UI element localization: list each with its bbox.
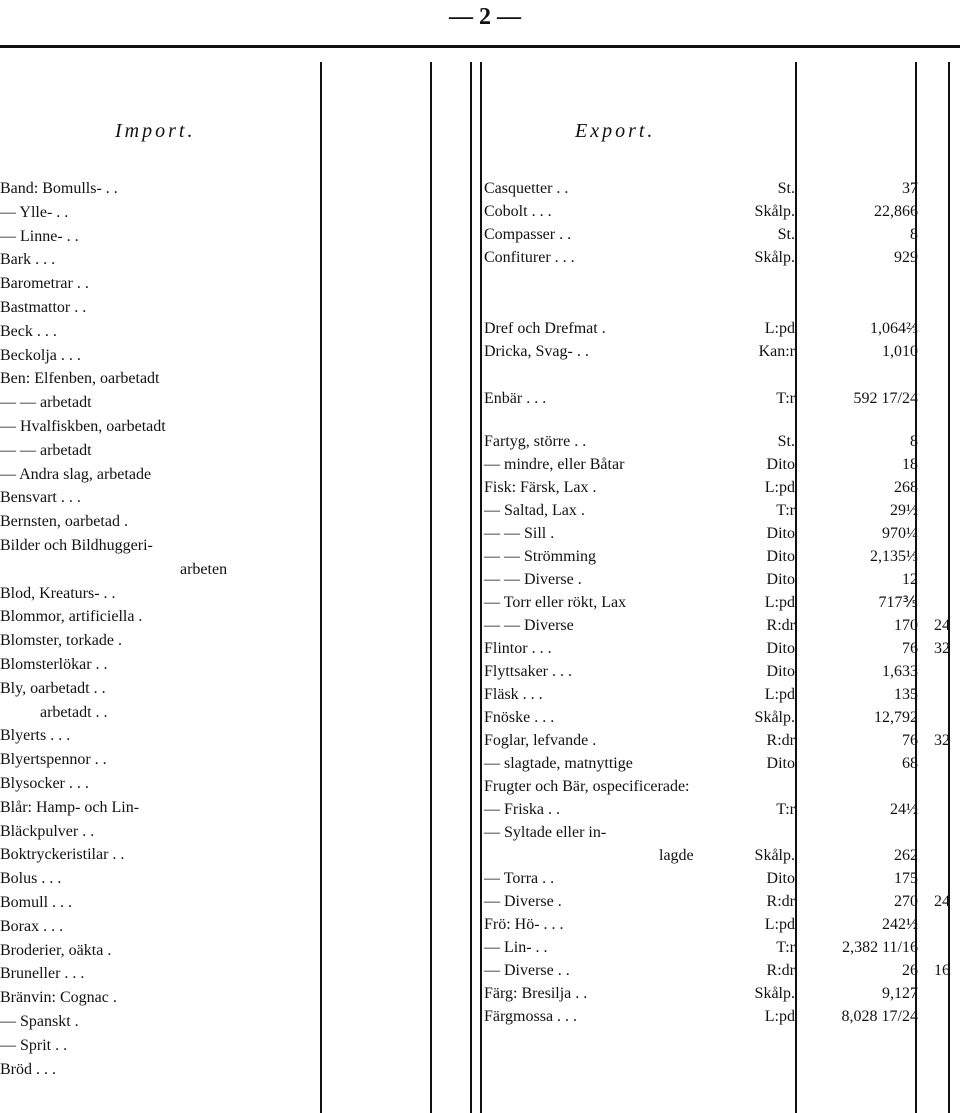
export-qty: 929	[894, 249, 918, 266]
import-row	[0, 511, 480, 533]
export-row	[484, 638, 960, 660]
export-row	[484, 868, 960, 890]
export-name: Dref och Drefmat .	[484, 320, 606, 337]
export-qty: 170	[894, 617, 918, 634]
import-row	[0, 916, 480, 938]
export-unit: L:pd	[764, 320, 795, 337]
export-row	[484, 1006, 960, 1028]
export-name: — Lin- . .	[484, 939, 548, 956]
import-name: — — arbetadt	[0, 441, 92, 459]
import-name: — Hvalfiskben, oarbetadt	[0, 418, 166, 435]
export-name: — Saltad, Lax .	[484, 502, 585, 519]
export-unit: Dito	[766, 870, 795, 887]
import-row	[0, 202, 480, 224]
import-row	[0, 559, 480, 581]
import-name: Broderier, oäkta .	[0, 941, 112, 959]
export-qty: 717⅗	[878, 594, 918, 611]
export-name: — Syltade eller in-	[484, 824, 607, 841]
import-heading: Import.	[115, 120, 196, 142]
export-row	[484, 388, 960, 410]
import-row	[0, 749, 480, 771]
import-name: — — arbetadt	[0, 394, 92, 412]
export-qty: 1,633	[882, 663, 918, 680]
export-name: — — Strömming	[484, 548, 597, 565]
import-name: — Linne- . .	[0, 227, 79, 245]
export-row	[484, 661, 960, 683]
export-unit: Kan:r	[758, 343, 795, 360]
export-qty: 76	[902, 732, 918, 749]
export-unit: Dito	[766, 640, 795, 657]
import-name: — Spanskt .	[0, 1013, 79, 1030]
export-row	[484, 454, 960, 476]
export-heading: Export.	[575, 120, 656, 142]
import-row	[0, 725, 480, 747]
export-row	[484, 822, 960, 844]
export-qty: 8,028 17/24	[841, 1008, 918, 1025]
import-row	[0, 226, 480, 248]
export-unit: T:r	[776, 939, 795, 956]
export-unit: St.	[777, 433, 795, 450]
export-row	[484, 247, 960, 269]
export-unit: Skålp.	[754, 985, 795, 1002]
import-row	[0, 440, 480, 462]
export-qty: 1,064⅔	[870, 320, 918, 337]
export-unit: Skålp.	[754, 249, 795, 266]
export-qty: 1,010	[882, 343, 918, 360]
export-name: — — Diverse .	[484, 571, 582, 588]
export-side: 32	[934, 732, 950, 749]
export-row	[484, 799, 960, 821]
export-row	[484, 615, 960, 637]
export-row	[484, 891, 960, 913]
top-rule	[0, 45, 960, 48]
import-row	[0, 464, 480, 486]
export-side: 32	[934, 640, 950, 657]
export-row	[484, 592, 960, 614]
export-unit: T:r	[776, 801, 795, 818]
export-qty: 135	[894, 686, 918, 703]
import-name: Bastmattor . .	[0, 299, 87, 316]
import-row	[0, 821, 480, 843]
export-qty: 9,127	[882, 985, 918, 1002]
import-name: Boktryckeristilar . .	[0, 846, 125, 864]
page-number: — 2 —	[449, 4, 521, 30]
export-row	[484, 960, 960, 982]
export-name: — Diverse . .	[484, 962, 570, 979]
export-name: Flintor . . .	[484, 640, 552, 657]
export-unit: R:dr	[766, 617, 795, 634]
import-row	[0, 654, 480, 676]
import-row	[0, 392, 480, 414]
export-name: Dricka, Svag- . .	[484, 343, 589, 360]
export-name: — Torra . .	[484, 870, 555, 887]
import-name: Bernsten, oarbetad .	[0, 513, 128, 531]
import-name: Barometrar . .	[0, 275, 89, 293]
import-row	[0, 1011, 480, 1033]
export-row	[484, 523, 960, 545]
import-row	[0, 868, 480, 890]
import-name: Borax . . .	[0, 917, 64, 935]
export-name: Fnöske . . .	[484, 709, 555, 726]
export-row	[484, 983, 960, 1005]
import-row	[0, 1059, 480, 1081]
export-qty: 12	[902, 571, 918, 588]
export-name: Frugter och Bär, ospecificerade:	[484, 778, 690, 795]
export-side: 24	[934, 893, 950, 910]
export-name: — Diverse .	[484, 893, 562, 910]
export-row	[484, 753, 960, 775]
export-name: — mindre, eller Båtar	[484, 456, 625, 473]
export-unit: Skålp.	[754, 847, 795, 864]
export-unit: Dito	[766, 525, 795, 542]
import-row	[0, 1035, 480, 1057]
import-name: Beckolja . . .	[0, 346, 81, 364]
import-row	[0, 892, 480, 914]
export-unit: St.	[777, 226, 795, 243]
export-row	[484, 569, 960, 591]
export-qty: 8	[910, 226, 918, 243]
import-row	[0, 844, 480, 866]
import-row	[0, 178, 480, 200]
export-unit: Dito	[766, 571, 795, 588]
export-qty: 175	[894, 870, 918, 887]
import-name: — Andra slag, arbetade	[0, 465, 152, 483]
export-qty: 22,866	[874, 203, 918, 220]
import-row	[0, 678, 480, 700]
import-name: Blyerts . . .	[0, 727, 71, 745]
import-row	[0, 487, 480, 509]
export-name: — slagtade, matnyttige	[484, 755, 633, 772]
export-unit: Dito	[766, 755, 795, 772]
export-qty: 8	[910, 433, 918, 450]
export-unit: Dito	[766, 663, 795, 680]
export-name: Flyttsaker . . .	[484, 663, 572, 680]
import-row	[0, 583, 480, 605]
import-name: Bläckpulver . .	[0, 822, 95, 840]
import-row	[0, 940, 480, 962]
export-side: 24	[934, 617, 950, 634]
export-unit: R:dr	[766, 962, 795, 979]
import-name: Bröd . . .	[0, 1060, 56, 1078]
export-name: — — Sill .	[484, 525, 555, 542]
import-name: Bly, oarbetadt . .	[0, 679, 106, 697]
export-qty: 18	[902, 456, 918, 473]
import-row	[0, 416, 480, 438]
import-name: arbetadt . .	[40, 703, 108, 721]
export-name: Fisk: Färsk, Lax .	[484, 479, 597, 496]
export-name: Casquetter . .	[484, 180, 569, 197]
export-name: Färg: Bresilja . .	[484, 985, 588, 1002]
export-qty: 2,135⅓	[870, 548, 918, 565]
import-row	[0, 702, 480, 724]
export-name: Confiturer . . .	[484, 249, 575, 266]
export-row	[484, 546, 960, 568]
import-row	[0, 987, 480, 1009]
export-qty: 592 17/24	[853, 390, 918, 407]
export-unit: St.	[777, 180, 795, 197]
export-unit: T:r	[776, 502, 795, 519]
import-name: Blomsterlökar . .	[0, 656, 108, 673]
export-side: 16	[934, 962, 950, 979]
import-name: Bensvart . . .	[0, 489, 81, 507]
export-row	[484, 707, 960, 729]
import-name: Blyertspennor . .	[0, 751, 107, 769]
export-name: Compasser . .	[484, 226, 572, 243]
import-row	[0, 345, 480, 367]
import-name: Bruneller . . .	[0, 965, 85, 983]
export-unit: Dito	[766, 548, 795, 565]
export-name: Foglar, lefvande .	[484, 732, 597, 749]
export-qty: 970¼	[882, 525, 918, 542]
import-name: Blod, Kreaturs- . .	[0, 584, 116, 602]
export-row	[484, 937, 960, 959]
export-row	[484, 684, 960, 706]
export-unit: L:pd	[764, 1008, 795, 1025]
export-unit: R:dr	[766, 732, 795, 749]
export-name: Enbär . . .	[484, 390, 547, 407]
import-row	[0, 963, 480, 985]
export-row	[484, 914, 960, 936]
export-qty: 2,382 11/16	[842, 939, 918, 956]
import-name: Bomull . . .	[0, 894, 73, 911]
export-unit: T:r	[776, 390, 795, 407]
export-name: Fläsk . . .	[484, 686, 543, 703]
import-name: Blommor, artificiella .	[0, 608, 143, 626]
export-row	[484, 500, 960, 522]
export-unit: R:dr	[766, 893, 795, 910]
export-start-rule	[480, 62, 482, 1113]
import-row	[0, 273, 480, 295]
export-unit: L:pd	[764, 686, 795, 703]
import-row	[0, 249, 480, 271]
import-name: Blår: Hamp- och Lin-	[0, 798, 140, 816]
export-qty: 37	[902, 180, 918, 197]
export-row	[484, 845, 960, 867]
import-name: Blomster, torkade .	[0, 632, 122, 650]
export-unit: L:pd	[764, 916, 795, 933]
export-qty: 68	[902, 755, 918, 772]
import-name: arbeten	[180, 560, 228, 578]
export-name: Cobolt . . .	[484, 203, 552, 220]
import-row	[0, 297, 480, 319]
export-qty: 262	[894, 847, 918, 864]
export-row	[484, 318, 960, 340]
import-row	[0, 368, 480, 390]
import-name: Bolus . . .	[0, 870, 62, 888]
export-row	[484, 431, 960, 453]
export-qty: 26	[902, 962, 918, 979]
export-unit: Dito	[766, 456, 795, 473]
export-name: lagde	[659, 847, 694, 864]
export-qty: 29½	[890, 502, 918, 519]
import-row	[0, 321, 480, 343]
export-row	[484, 730, 960, 752]
import-name: — Sprit . .	[0, 1036, 68, 1054]
export-qty: 24½	[890, 801, 918, 818]
import-row	[0, 630, 480, 652]
import-row	[0, 535, 480, 557]
export-row	[484, 224, 960, 246]
export-unit: L:pd	[764, 479, 795, 496]
export-name: Fartyg, större . .	[484, 433, 587, 450]
export-qty: 242½	[882, 916, 918, 933]
import-name: — Ylle- . .	[0, 203, 69, 221]
export-row	[484, 178, 960, 200]
import-row	[0, 606, 480, 628]
export-qty: 268	[894, 479, 918, 496]
import-name: Band: Bomulls- . .	[0, 180, 118, 197]
import-row	[0, 797, 480, 819]
export-unit: L:pd	[764, 594, 795, 611]
import-row	[0, 773, 480, 795]
import-name: Beck . . .	[0, 322, 57, 340]
export-unit: Skålp.	[754, 203, 795, 220]
export-name: — Friska . .	[484, 801, 560, 818]
export-qty: 12,792	[874, 709, 918, 726]
import-name: Bränvin: Cognac .	[0, 989, 117, 1007]
import-name: Blysocker . . .	[0, 775, 89, 792]
export-qty: 76	[902, 640, 918, 657]
import-name: Bilder och Bildhuggeri-	[0, 537, 153, 554]
import-name: Ben: Elfenben, oarbetadt	[0, 370, 160, 388]
export-row	[484, 776, 960, 798]
import-name: Bark . . .	[0, 251, 56, 269]
export-name: Frö: Hö- . . .	[484, 916, 564, 933]
export-name: — Torr eller rökt, Lax	[484, 594, 627, 611]
export-row	[484, 477, 960, 499]
export-unit: Skålp.	[754, 709, 795, 726]
export-row	[484, 341, 960, 363]
export-name: Färgmossa . . .	[484, 1008, 578, 1025]
export-qty: 270	[894, 893, 918, 910]
export-name: — — Diverse	[484, 617, 574, 634]
export-row	[484, 201, 960, 223]
